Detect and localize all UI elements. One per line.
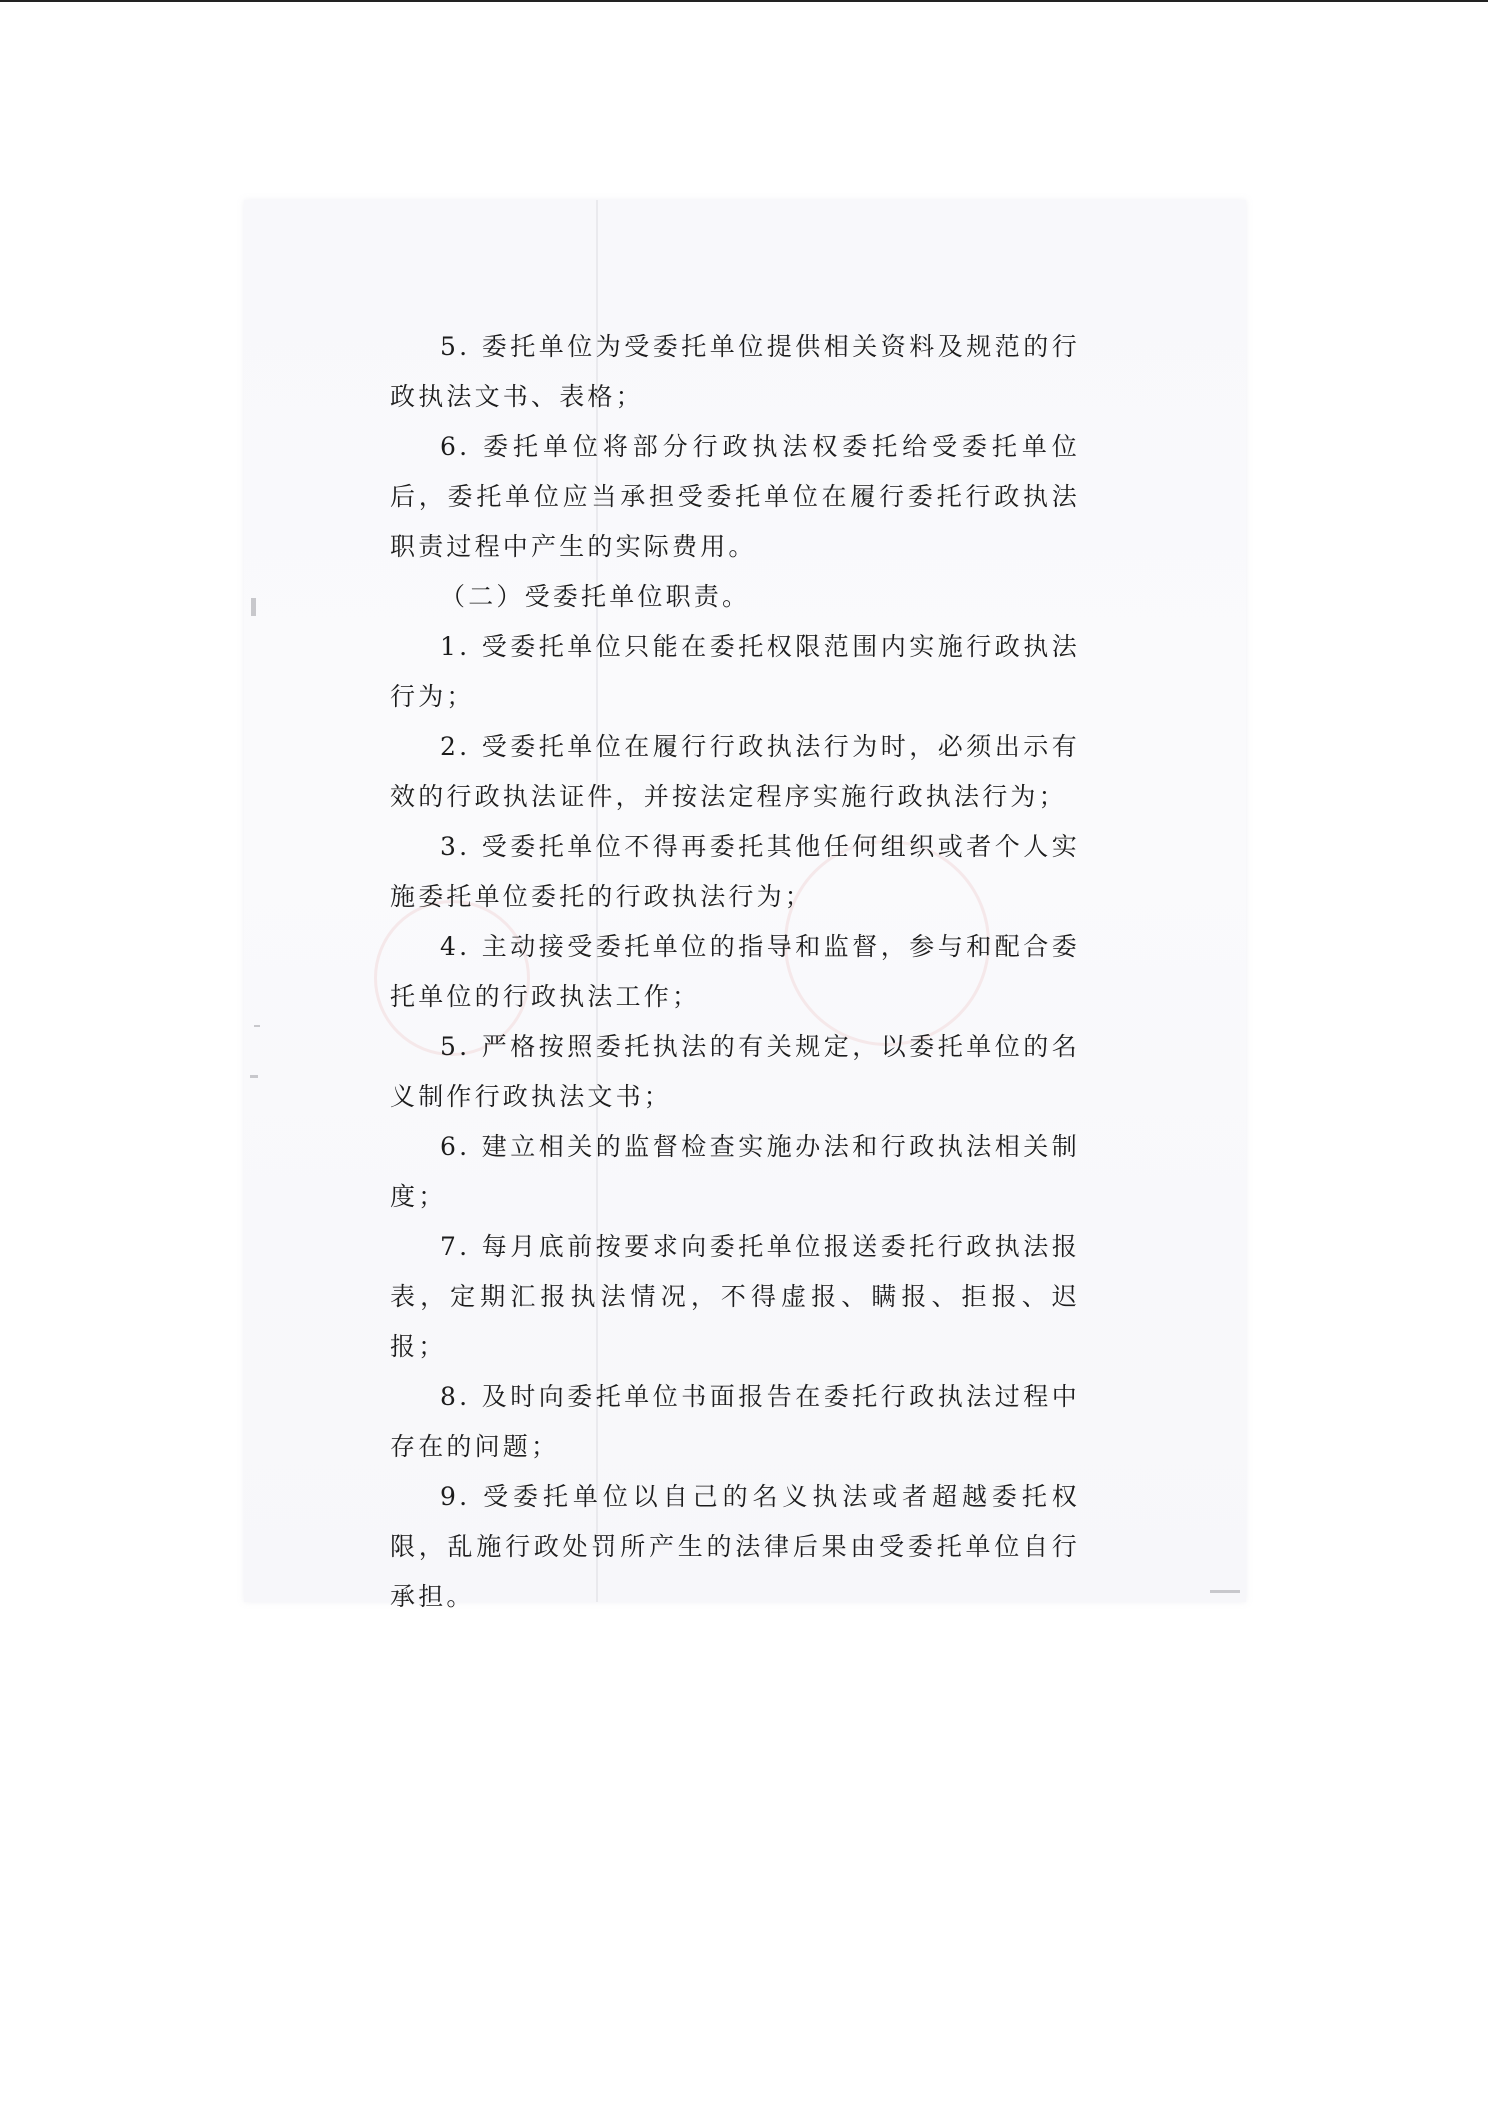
scan-artifact bbox=[250, 1075, 258, 1078]
duty-item-5: 5. 严格按照委托执法的有关规定，以委托单位的名义制作行政执法文书； bbox=[390, 1032, 1080, 1111]
paragraph-item-6: 6. 委托单位将部分行政执法权委托给受委托单位后，委托单位应当承担受委托单位在履行委托行政执法职责过程中产生的实际费用。 bbox=[390, 432, 1080, 561]
scan-artifact bbox=[1210, 1590, 1240, 1593]
top-border bbox=[0, 0, 1488, 2]
duty-item-4: 4. 主动接受委托单位的指导和监督，参与和配合委托单位的行政执法工作； bbox=[390, 932, 1080, 1011]
paragraph-item-5: 5. 委托单位为受委托单位提供相关资料及规范的行政执法文书、表格； bbox=[390, 332, 1080, 411]
duty-item-8: 8. 及时向委托单位书面报告在委托行政执法过程中存在的问题； bbox=[390, 1382, 1080, 1461]
scan-artifact bbox=[254, 1025, 260, 1027]
section-heading: （二）受委托单位职责。 bbox=[440, 582, 751, 611]
document-body bbox=[390, 322, 1080, 1622]
duty-item-3: 3. 受委托单位不得再委托其他任何组织或者个人实施委托单位委托的行政执法行为； bbox=[390, 832, 1080, 911]
scan-artifact bbox=[251, 598, 256, 616]
duty-item-7: 7. 每月底前按要求向委托单位报送委托行政执法报表，定期汇报执法情况，不得虚报、瞒报、拒报、迟报； bbox=[390, 1232, 1080, 1361]
duty-item-6: 6. 建立相关的监督检查实施办法和行政执法相关制度； bbox=[390, 1132, 1080, 1211]
duty-item-2: 2. 受委托单位在履行行政执法行为时，必须出示有效的行政执法证件，并按法定程序实施行政执法行为； bbox=[390, 732, 1080, 811]
duty-item-1: 1. 受委托单位只能在委托权限范围内实施行政执法行为； bbox=[390, 632, 1080, 711]
duty-item-9: 9. 受委托单位以自己的名义执法或者超越委托权限，乱施行政处罚所产生的法律后果由受委托单位自行承担。 bbox=[390, 1482, 1080, 1611]
